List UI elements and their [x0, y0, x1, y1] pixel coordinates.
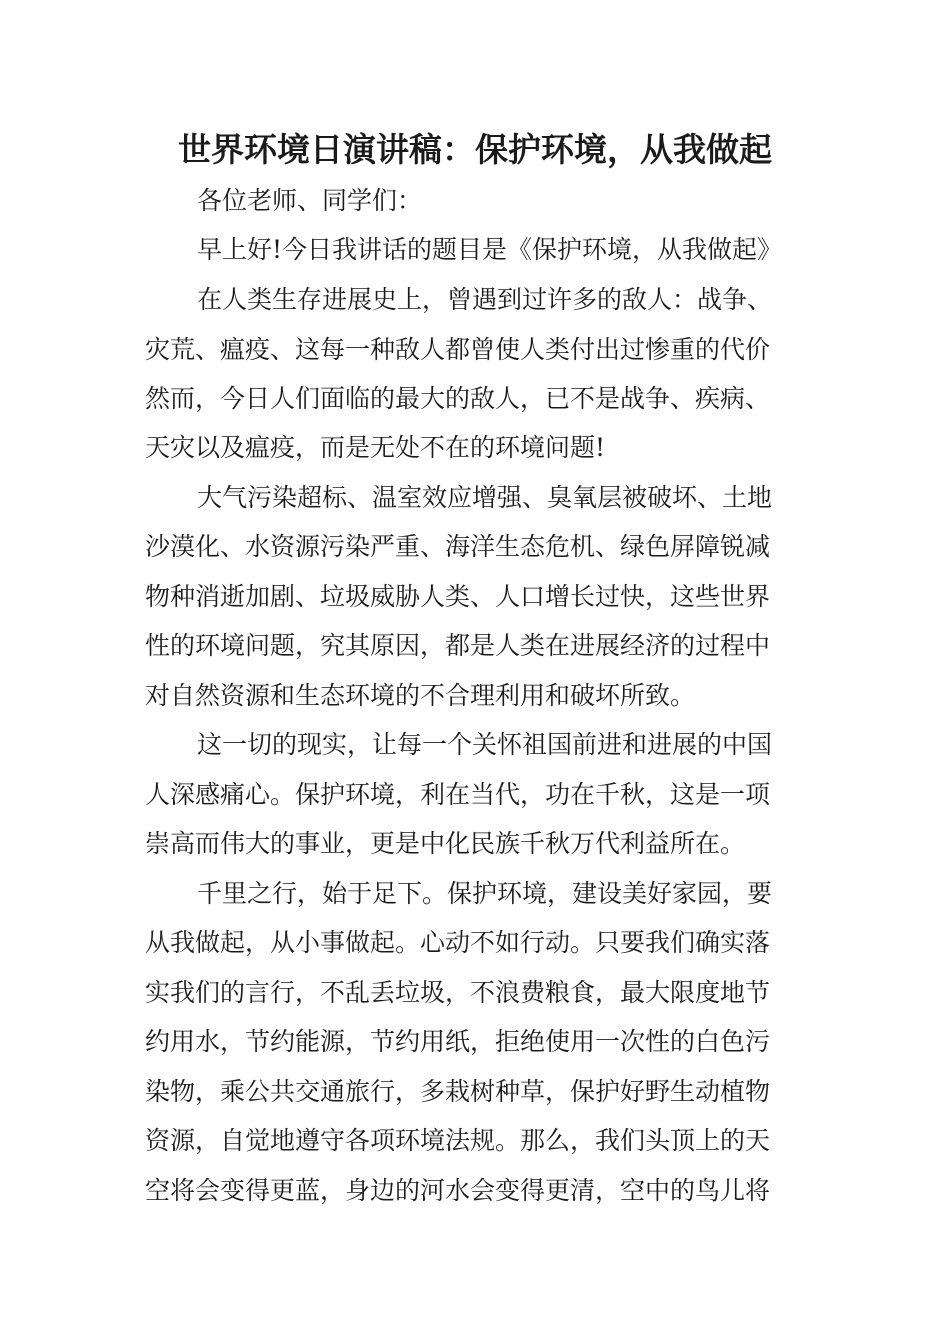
paragraph-line: 对自然资源和生态环境的不合理利用和破坏所致。 [145, 681, 696, 710]
document-title: 世界环境日演讲稿：保护环境，从我做起 [178, 130, 772, 169]
salutation-line: 各位老师、同学们： [197, 186, 423, 215]
paragraph-line: 大气污染超标、温室效应增强、臭氧层被破坏、土地 [197, 483, 773, 512]
paragraph-line: 人深感痛心。保护环境，利在当代，功在千秋，这是一项 [145, 780, 771, 809]
paragraph-line: 性的环境问题，究其原因，都是人类在进展经济的过程中 [145, 631, 771, 660]
paragraph-line: 这一切的现实，让每一个关怀祖国前进和进展的中国 [197, 730, 773, 759]
paragraph-line: 崇高而伟大的事业，更是中化民族千秋万代利益所在。 [145, 829, 746, 858]
paragraph-line: 从我做起，从小事做起。心动不如行动。只要我们确实落 [145, 928, 771, 957]
paragraph-line: 在人类生存进展史上，曾遇到过许多的敌人：战争、 [197, 285, 773, 314]
paragraph-line: 实我们的言行，不乱丢垃圾，不浪费粮食，最大限度地节 [145, 978, 771, 1007]
paragraph-line: 空将会变得更蓝，身边的河水会变得更清，空中的鸟儿将 [145, 1176, 771, 1205]
paragraph-line: 灾荒、瘟疫、这每一种敌人都曾使人类付出过惨重的代价 [145, 335, 771, 364]
paragraph-line: 然而，今日人们面临的最大的敌人，已不是战争、疾病、 [145, 384, 771, 413]
paragraph-line: 染物，乘公共交通旅行，多栽树种草，保护好野生动植物 [145, 1077, 771, 1106]
paragraph-line: 天灾以及瘟疫，而是无处不在的环境问题! [145, 433, 606, 462]
paragraph-line: 资源，自觉地遵守各项环境法规。那么，我们头顶上的天 [145, 1126, 771, 1155]
paragraph-line: 约用水，节约能源，节约用纸，拒绝使用一次性的白色污 [145, 1027, 771, 1056]
paragraph-line: 物种消逝加剧、垃圾威胁人类、人口增长过快，这些世界 [145, 582, 771, 611]
greeting-line: 早上好!今日我讲话的题目是《保护环境，从我做起》 [197, 235, 783, 264]
paragraph-line: 沙漠化、水资源污染严重、海洋生态危机、绿色屏障锐减 [145, 532, 771, 561]
paragraph-line: 千里之行，始于足下。保护环境，建设美好家园，要 [197, 879, 773, 908]
